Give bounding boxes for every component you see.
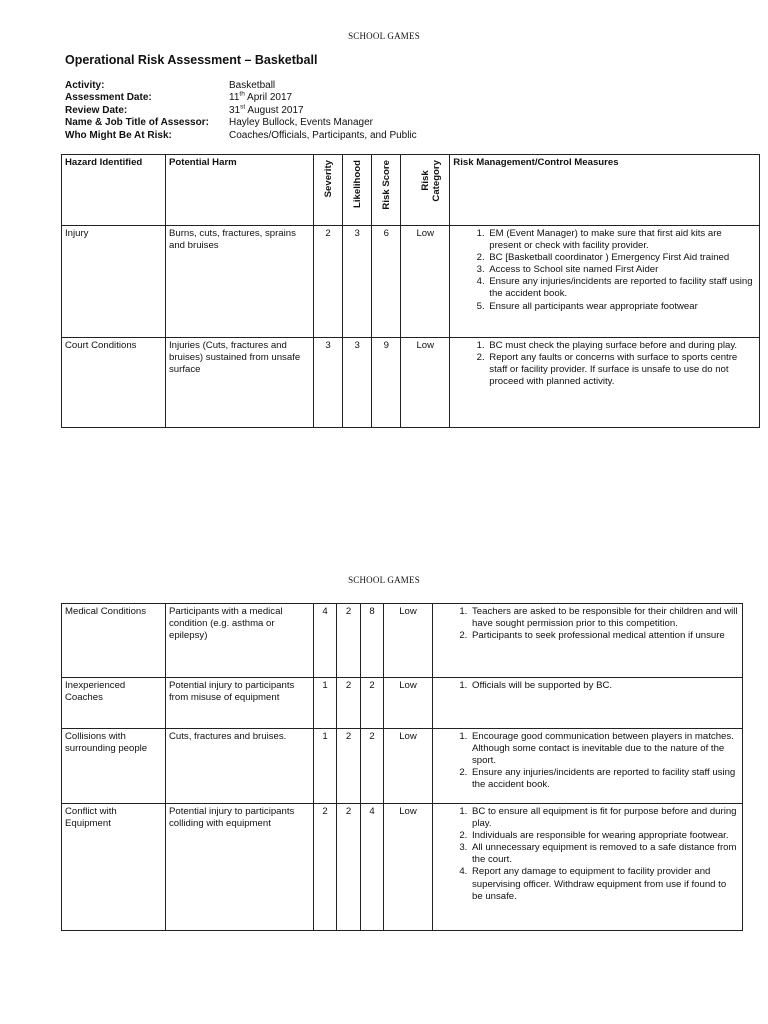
category-line-2: Category: [431, 160, 443, 202]
info-row-review-date: [65, 105, 417, 117]
measures-cell: [450, 338, 760, 428]
column-header-harm: Potential Harm: [166, 155, 314, 226]
severity-cell: 1: [314, 729, 337, 804]
date-day: 31: [229, 104, 241, 116]
info-value: Coaches/Officials, Participants, and Public: [229, 129, 417, 141]
hazard-cell: Court Conditions: [62, 338, 166, 428]
document-title: Operational Risk Assessment – Basketball: [65, 53, 318, 67]
measures-list: [436, 806, 739, 903]
date-suffix: st: [240, 103, 246, 111]
category-cell: Low: [384, 729, 433, 804]
likelihood-cell: 2: [337, 604, 361, 678]
category-cell: Low: [401, 338, 450, 428]
measures-cell: [433, 678, 743, 729]
date-day: 11: [229, 92, 240, 104]
table-header-row: [62, 155, 760, 226]
hazard-cell: Inexperienced Coaches: [62, 678, 166, 729]
measures-list: [453, 228, 756, 313]
harm-cell: Potential injury to participants from misuse of equipment: [166, 678, 314, 729]
harm-cell: Cuts, fractures and bruises.: [166, 729, 314, 804]
likelihood-cell: 2: [337, 804, 361, 931]
info-row-assessor: [65, 117, 417, 129]
info-label: Name & Job Title of Assessor:: [65, 117, 209, 129]
likelihood-cell: 3: [343, 338, 372, 428]
info-label: Activity:: [65, 80, 105, 91]
measure-item: 1. BC to ensure all equipment is fit for purpose before and during play.: [470, 806, 739, 830]
score-cell: 9: [372, 338, 401, 428]
measure-item: 4. Report any damage to equipment to facility provider and supervising officer. Withdraw equipment from use if found to be unsafe.: [470, 866, 739, 902]
category-line-1: Risk: [420, 170, 432, 191]
measure-item: 2. Individuals are responsible for wearing appropriate footwear.: [470, 830, 739, 842]
measure-item: 1. Encourage good communication between players in matches. Although some contact is inevitable due to the nature of the sport.: [470, 731, 739, 767]
score-cell: 2: [361, 729, 384, 804]
severity-cell: 2: [314, 226, 343, 338]
category-cell: Low: [384, 678, 433, 729]
column-header-hazard: Hazard Identified: [62, 155, 166, 226]
page-header: SCHOOL GAMES: [348, 575, 420, 585]
date-suffix: th: [239, 91, 245, 99]
harm-cell: Burns, cuts, fractures, sprains and bruises: [166, 226, 314, 338]
measure-item: 3. Access to School site named First Aider: [487, 264, 756, 276]
measures-list: [436, 731, 739, 791]
info-label: Assessment Date:: [65, 92, 152, 104]
severity-cell: 2: [314, 804, 337, 931]
table-row: [62, 729, 743, 804]
measures-list: [453, 340, 756, 388]
category-cell: Low: [401, 226, 450, 338]
measure-item: 1. BC must check the playing surface before and during play.: [487, 340, 756, 352]
column-header-risk-score: Risk Score: [372, 155, 401, 226]
date-rest: August 2017: [245, 104, 304, 116]
table-row: [62, 678, 743, 729]
info-label: Review Date:: [65, 104, 128, 116]
table-row: [62, 338, 760, 428]
risk-table-page-1: [61, 154, 760, 428]
harm-cell: Injuries (Cuts, fractures and bruises) sustained from unsafe surface: [166, 338, 314, 428]
info-value: Basketball: [229, 80, 276, 91]
measure-item: 1. Officials will be supported by BC.: [470, 680, 739, 692]
score-cell: 2: [361, 678, 384, 729]
measure-item: 3. All unnecessary equipment is removed to a safe distance from the court.: [470, 842, 739, 866]
likelihood-cell: 2: [337, 729, 361, 804]
score-cell: 4: [361, 804, 384, 931]
measures-cell: [433, 804, 743, 931]
score-cell: 6: [372, 226, 401, 338]
measure-item: 2. Report any faults or concerns with surface to sports centre staff or facility provider. If surface is unsafe to use do not proceed with planned activity.: [487, 352, 756, 388]
likelihood-cell: 2: [337, 678, 361, 729]
measure-item: 1. EM (Event Manager) to make sure that first aid kits are present or check with facility provider.: [487, 228, 756, 252]
measures-cell: [433, 604, 743, 678]
assessment-info: [65, 80, 417, 142]
page-header: SCHOOL GAMES: [348, 31, 420, 41]
measure-item: 2. BC [Basketball coordinator ) Emergency First Aid trained: [487, 252, 756, 264]
harm-cell: Participants with a medical condition (e.g. asthma or epilepsy): [166, 604, 314, 678]
hazard-cell: Medical Conditions: [62, 604, 166, 678]
column-header-risk-category: [401, 155, 450, 226]
measures-cell: [433, 729, 743, 804]
severity-cell: 4: [314, 604, 337, 678]
measure-item: 4. Ensure any injuries/incidents are reported to facility staff using the accident book.: [487, 276, 756, 300]
hazard-cell: Injury: [62, 226, 166, 338]
column-header-likelihood: Likelihood: [343, 155, 372, 226]
harm-cell: Potential injury to participants colliding with equipment: [166, 804, 314, 931]
measures-cell: [450, 226, 760, 338]
measure-item: 5. Ensure all participants wear appropriate footwear: [487, 301, 756, 313]
measure-item: 1. Teachers are asked to be responsible for their children and will have sought permission prior to this competition.: [470, 606, 739, 630]
info-value: [229, 92, 292, 104]
risk-table-page-2: [61, 603, 743, 931]
table-row: [62, 604, 743, 678]
likelihood-cell: 3: [343, 226, 372, 338]
table-row: [62, 804, 743, 931]
info-row-at-risk: [65, 130, 417, 142]
severity-cell: 1: [314, 678, 337, 729]
info-value: Hayley Bullock, Events Manager: [229, 117, 373, 129]
measure-item: 2. Participants to seek professional medical attention if unsure: [470, 630, 739, 642]
severity-cell: 3: [314, 338, 343, 428]
column-header-measures: Risk Management/Control Measures: [450, 155, 760, 226]
category-cell: Low: [384, 804, 433, 931]
measures-list: [436, 680, 739, 692]
column-header-severity: Severity: [314, 155, 343, 226]
info-label: Who Might Be At Risk:: [65, 129, 172, 141]
measure-item: 2. Ensure any injuries/incidents are reported to facility staff using the accident book.: [470, 767, 739, 791]
measures-list: [436, 606, 739, 642]
hazard-cell: Collisions with surrounding people: [62, 729, 166, 804]
hazard-cell: Conflict with Equipment: [62, 804, 166, 931]
info-value: [229, 105, 304, 117]
score-cell: 8: [361, 604, 384, 678]
category-cell: Low: [384, 604, 433, 678]
date-rest: April 2017: [244, 92, 293, 104]
table-row: [62, 226, 760, 338]
